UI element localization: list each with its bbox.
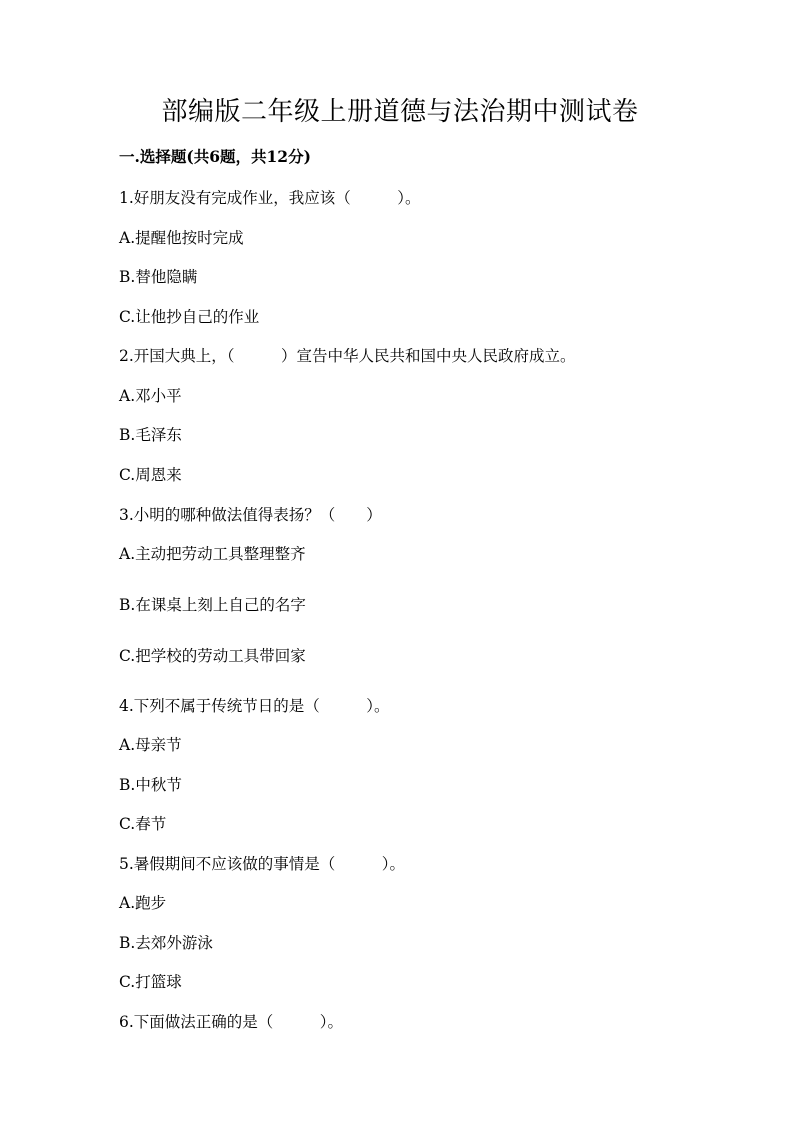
question-5-stem: 5.暑假期间不应该做的事情是（ ）。 <box>119 855 406 873</box>
question-4-option-b: B.中秋节 <box>119 776 182 794</box>
question-4-option-c: C.春节 <box>119 815 167 833</box>
question-2-stem: 2.开国大典上，（ ）宣告中华人民共和国中央人民政府成立。 <box>119 347 576 365</box>
question-2-option-c: C.周恩来 <box>119 466 182 484</box>
question-3-stem: 3.小明的哪种做法值得表扬？（ ） <box>119 506 382 524</box>
question-1-option-b: B.替他隐瞒 <box>119 268 198 286</box>
question-3-option-b: B.在课桌上刻上自己的名字 <box>119 596 306 614</box>
question-4-option-a: A.母亲节 <box>119 736 182 754</box>
section-heading: 一.选择题(共6题，共12分) <box>119 147 311 166</box>
question-2-option-b: B.毛泽东 <box>119 426 182 444</box>
question-5-option-a: A.跑步 <box>119 894 167 912</box>
question-1-option-c: C.让他抄自己的作业 <box>119 308 260 326</box>
question-1-stem: 1.好朋友没有完成作业，我应该（ ）。 <box>119 189 421 207</box>
question-3-option-a: A.主动把劳动工具整理整齐 <box>119 545 306 563</box>
question-4-stem: 4.下列不属于传统节日的是（ ）。 <box>119 697 390 715</box>
exam-title: 部编版二年级上册道德与法治期中测试卷 <box>161 97 639 127</box>
question-5-option-b: B.去郊外游泳 <box>119 934 213 952</box>
question-2-option-a: A.邓小平 <box>119 387 182 405</box>
question-1-option-a: A.提醒他按时完成 <box>119 229 244 247</box>
question-5-option-c: C.打篮球 <box>119 973 182 991</box>
question-3-option-c: C.把学校的劳动工具带回家 <box>119 647 306 665</box>
question-6-stem: 6.下面做法正确的是（ ）。 <box>119 1013 344 1031</box>
